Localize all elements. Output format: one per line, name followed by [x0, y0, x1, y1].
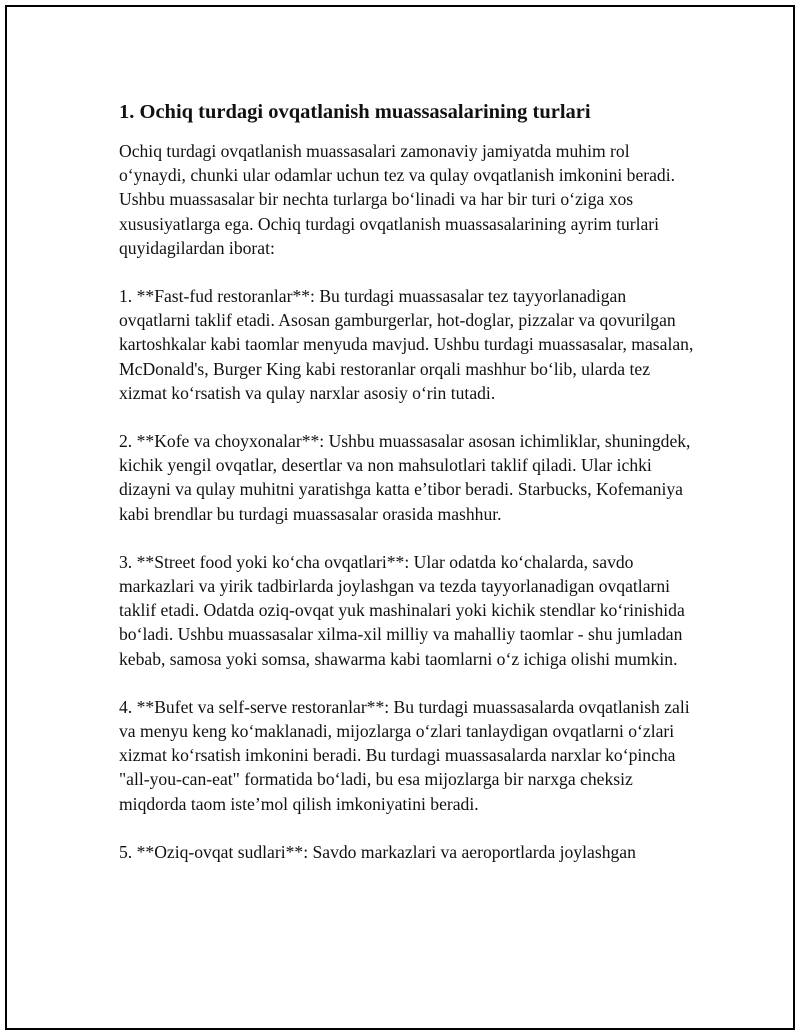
page-frame — [5, 5, 795, 1030]
page-title: 1. Ochiq turdagi ovqatlanish muassasalarining turlari — [119, 101, 591, 123]
paragraph-coffee-tea: 2. **Kofe va choyxonalar**: Ushbu muassasalar asosan ichimliklar, shuningdek, kichik yengil ovqatlar, desertlar va non mahsulotlari taklif qiladi. Ular ichki dizayni va qulay muhitni yaratishga katta e’tibor beradi. Starbucks, Kofemaniya kabi brendlar bu turdagi muassasalar orasida mashhur. — [119, 431, 691, 524]
paragraph-buffet: 4. **Bufet va self-serve restoranlar**: Bu turdagi muassasalarda ovqatlanish zali va menyu keng ko‘maklanadi, mijozlarga o‘zlari tanlaydigan ovqatlarni o‘zlari xizmat ko‘rsatish imkonini beradi. Bu turdagi muassasalarda narxlar ko‘pincha "all-you-can-eat" formatida bo‘ladi, bu esa mijozlarga bir narxga cheksiz miqdorda taom iste’mol qilish imkoniyatini beradi. — [119, 696, 690, 814]
paragraph-fast-food: 1. **Fast-fud restoranlar**: Bu turdagi muassasalar tez tayyorlanadigan ovqatlarni taklif etadi. Asosan gamburgerlar, hot-doglar, pizzalar va qovurilgan kartoshkalar kabi taomlar menyuda mavjud. Ushbu turdagi muassasalar, masalan, McDonald's, Burger King kabi restoranlar orqali mashhur bo‘lib, ularda tez xizmat ko‘rsatish va qulay narxlar asosiy o‘rin tutadi. — [119, 286, 694, 403]
paragraph-food-courts: 5. **Oziq-ovqat sudlari**: Savdo markazlari va aeroportlarda joylashgan — [119, 841, 636, 862]
paragraph-street-food: 3. **Street food yoki ko‘cha ovqatlari**: Ular odatda ko‘chalarda, savdo markazlari va yirik tadbirlarda joylashgan va tezda tayyorlanadigan ovqatlarni taklif etadi. Odatda oziq-ovqat yuk mashinalari yoki kichik stendlar ko‘rinishida bo‘ladi. Ushbu muassasalar xilma-xil milliy va mahalliy taomlar - shu jumladan kebab, samosa yoki somsa, shawarma kabi taomlarni o‘z ichiga olishi mumkin. — [119, 551, 685, 669]
intro-paragraph: Ochiq turdagi ovqatlanish muassasalari zamonaviy jamiyatda muhim rol o‘ynaydi, chunki ular odamlar uchun tez va qulay ovqatlanish imkonini beradi. Ushbu muassasalar bir nechta turlarga bo‘linadi va har bir turi o‘ziga xos xususiyatlarga ega. Ochiq turdagi ovqatlanish muassasalarining ayrim turlari quyidagilardan iborat: — [119, 141, 676, 258]
document-body — [119, 95, 699, 888]
